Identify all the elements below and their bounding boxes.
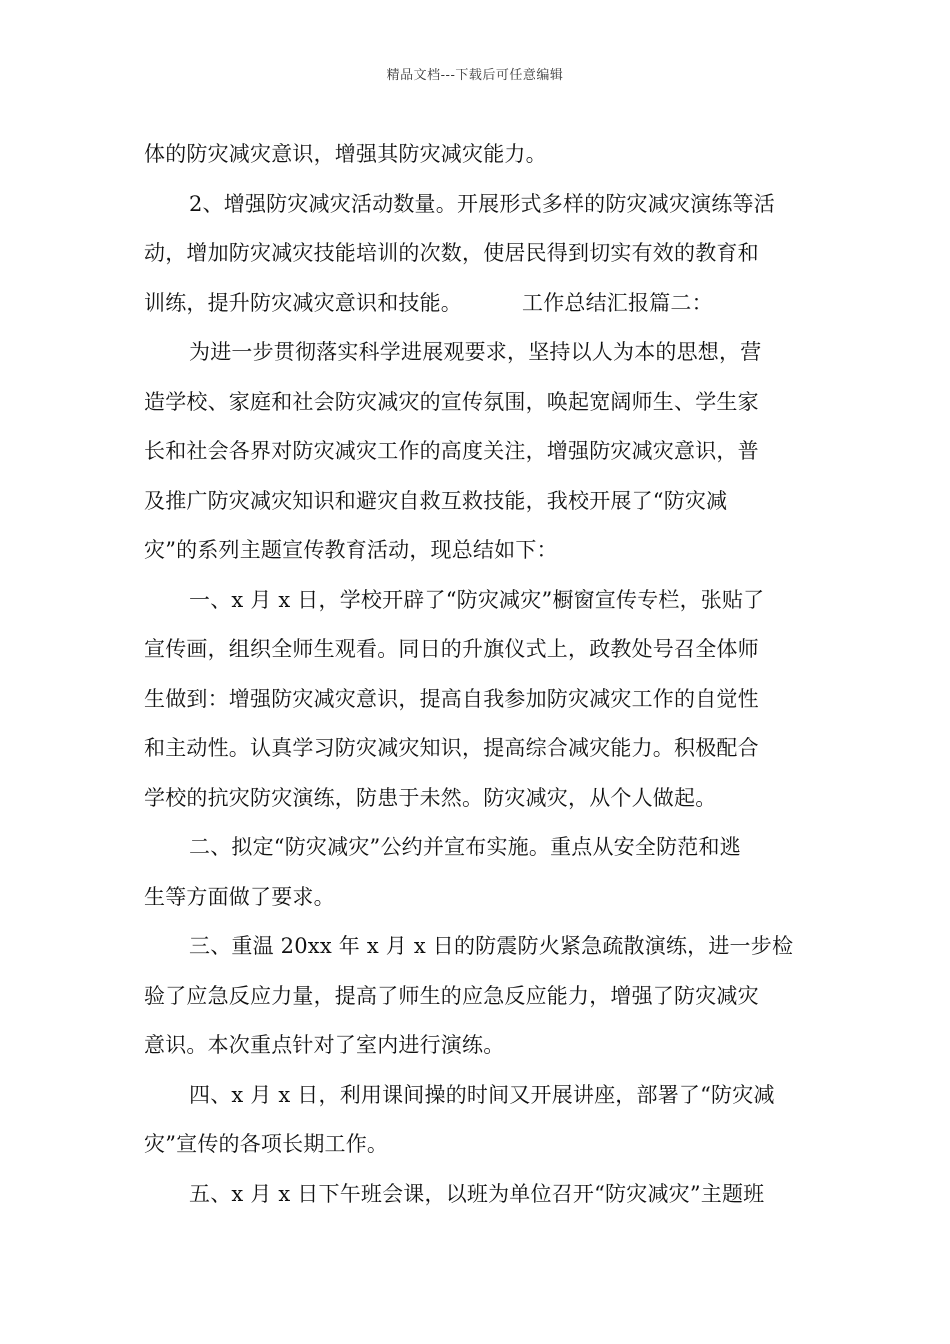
text-line: 2、增强防灾减灾活动数量。开展形式多样的防灾减灾演练等活 <box>189 191 775 216</box>
text-line: 五、x 月 x 日下午班会课，以班为单位召开“防灾减灾”主题班 <box>189 1181 765 1206</box>
text-line: 二、拟定“防灾减灾”公约并宣布实施。重点从安全防范和逃 <box>189 835 741 859</box>
text-line: 灾”宣传的各项长期工作。 <box>144 1132 389 1156</box>
text-line: 生做到：增强防灾减灾意识，提高自我参加防灾减灾工作的自觉性 <box>144 686 759 711</box>
text-line: 一、x 月 x 日，学校开辟了“防灾减灾”橱窗宣传专栏，张贴了 <box>189 587 765 612</box>
text-line: 造学校、家庭和社会防灾减灾的宣传氛围，唤起宽阔师生、学生家 <box>144 389 759 414</box>
text-line: 长和社会各界对防灾减灾工作的高度关注，增强防灾减灾意识，普 <box>144 439 759 463</box>
text-line: 为进一步贯彻落实科学进展观要求，坚持以人为本的思想，营 <box>189 340 762 364</box>
text-line: 四、x 月 x 日，利用课间操的时间又开展讲座，部署了“防灾减 <box>189 1082 775 1107</box>
text-line: 学校的抗灾防灾演练，防患于未然。防灾减灾，从个人做起。 <box>144 785 717 810</box>
text-line: 及推广防灾减灾知识和避灾自救互救技能，我校开展了“防灾减 <box>144 488 728 513</box>
text-line <box>144 279 808 329</box>
text-fragment: 训练，提升防灾减灾意识和技能。 <box>144 290 462 315</box>
text-line: 验了应急反应力量，提高了师生的应急反应能力，增强了防灾减灾 <box>144 983 759 1008</box>
text-line: 和主动性。认真学习防灾减灾知识，提高综合减灾能力。积极配合 <box>144 736 759 760</box>
section-heading: 工作总结汇报篇二： <box>522 290 713 315</box>
document-body <box>144 130 808 1219</box>
text-line: 灾”的系列主题宣传教育活动，现总结如下： <box>144 538 558 562</box>
page-header: 精品文档---下载后可任意编辑 <box>386 68 564 83</box>
text-line: 三、重温 20xx 年 x 月 x 日的防震防火紧急疏散演练，进一步检 <box>189 934 794 958</box>
text-line: 生等方面做了要求。 <box>144 884 335 909</box>
text-line: 意识。本次重点针对了室内进行演练。 <box>144 1033 505 1057</box>
text-line: 动，增加防灾减灾技能培训的次数，使居民得到切实有效的教育和 <box>144 241 759 265</box>
text-line: 宣传画，组织全师生观看。同日的升旗仪式上，政教处号召全体师 <box>144 637 759 661</box>
text-line: 体的防灾减灾意识，增强其防灾减灾能力。 <box>144 142 547 166</box>
